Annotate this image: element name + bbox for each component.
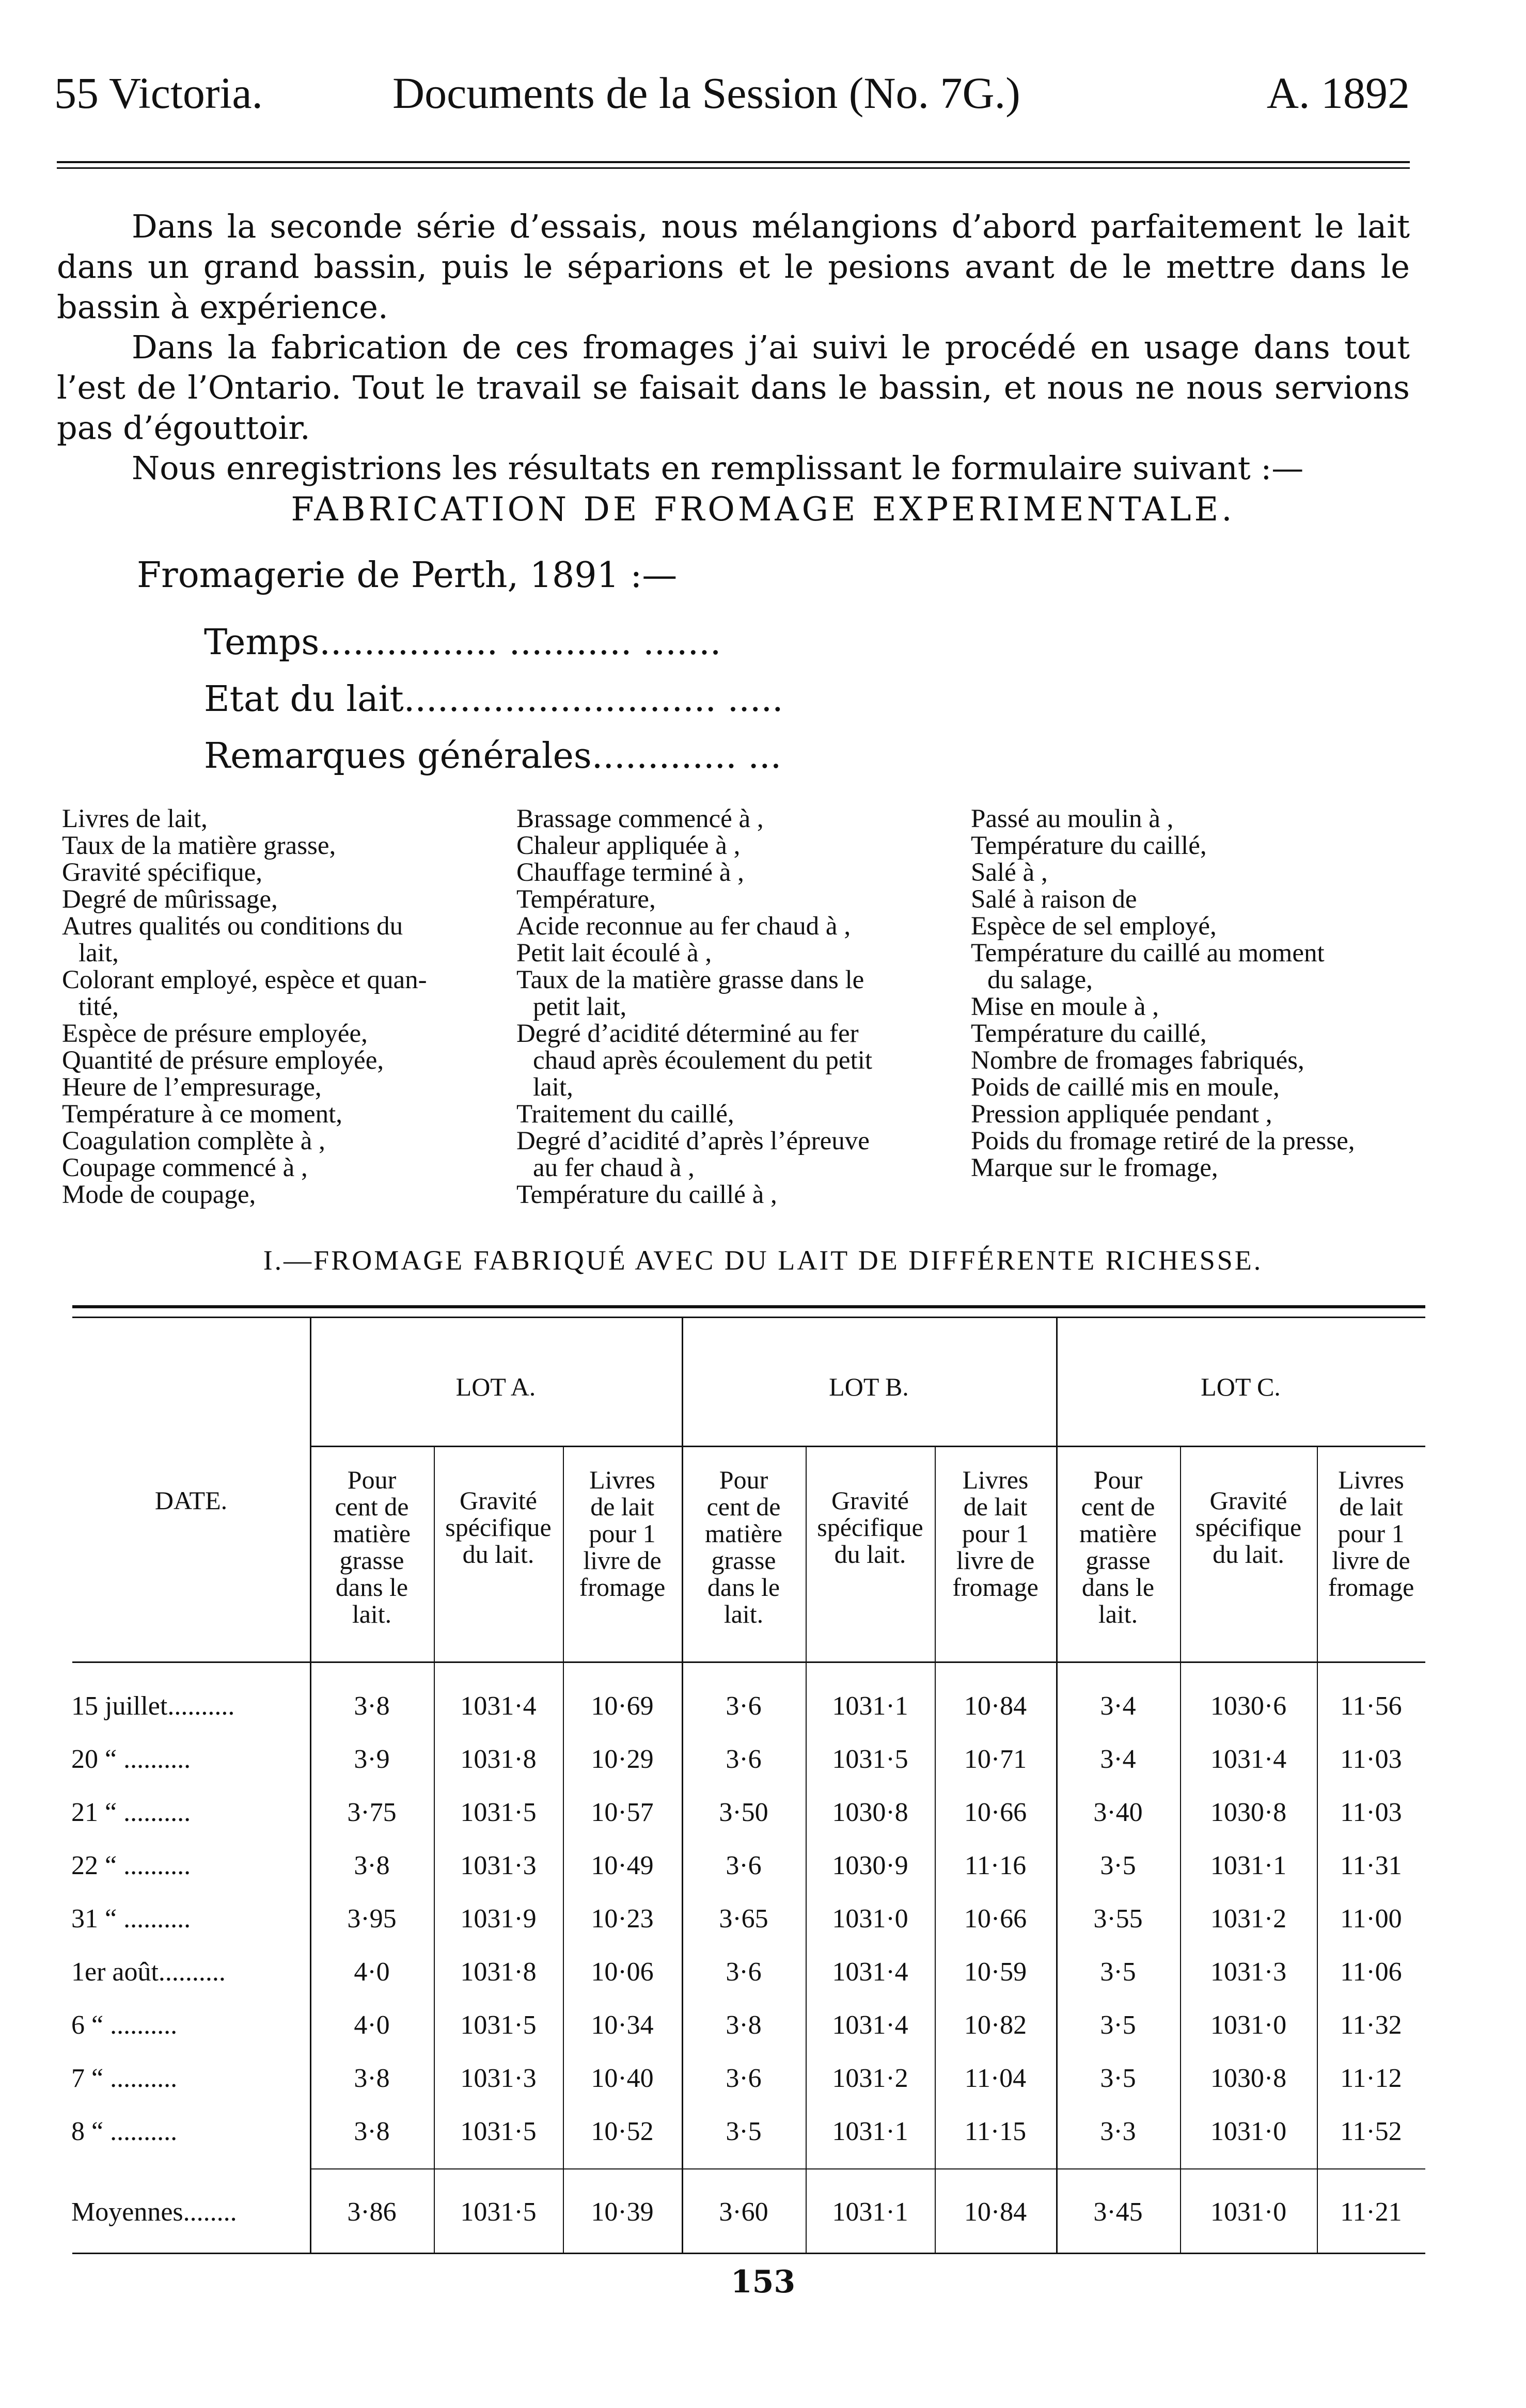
average-row-cell: 1031·5 <box>460 2197 537 2227</box>
average-row-cell: 10·84 <box>964 2197 1027 2227</box>
table-rule-top-thick <box>72 1305 1425 1308</box>
field-item: Poids du fromage retiré de la presse, <box>971 1127 1355 1155</box>
field-item: Colorant employé, espèce et quan- <box>62 965 427 994</box>
average-row-cell: 10·39 <box>591 2197 654 2227</box>
field-item: du salage, <box>987 965 1093 994</box>
table-row-cell: 3·6 <box>726 1957 762 1987</box>
column-header: Pour cent de matière grasse dans le lait. <box>705 1465 782 1628</box>
form-remarques: Remarques générales............. ... <box>204 736 782 777</box>
table-row-cell: 1030·8 <box>1210 1798 1287 1827</box>
table-row-cell: 10·57 <box>591 1798 654 1827</box>
table-row-cell: 10·84 <box>964 1691 1027 1721</box>
table-row-cell: 1031·0 <box>832 1904 908 1934</box>
field-item: Mode de coupage, <box>62 1180 256 1209</box>
table-row-cell: 10·69 <box>591 1691 654 1721</box>
table-row-cell: 1031·2 <box>1210 1904 1287 1934</box>
table-row-cell: 1031·8 <box>460 1745 537 1774</box>
table-row-cell: 3·5 <box>1100 1851 1136 1880</box>
table-rule-sum <box>310 2168 1425 2169</box>
table-row-cell: 10·49 <box>591 1851 654 1880</box>
table-row-cell: 3·6 <box>726 1851 762 1880</box>
table-row-cell: 1031·3 <box>460 2064 537 2093</box>
table-row-cell: 11·56 <box>1340 1691 1402 1721</box>
field-item: Marque sur le fromage, <box>971 1153 1218 1182</box>
table-row-cell: 10·82 <box>964 2010 1027 2040</box>
table-row-cell: 1031·4 <box>832 1957 908 1987</box>
table-row-cell: 3·4 <box>1100 1691 1136 1721</box>
field-item: Passé au moulin à , <box>971 804 1174 833</box>
form-place: Fromagerie de Perth, 1891 :— <box>137 555 678 596</box>
fields-column-2 <box>516 805 971 1208</box>
table-row-cell: 4·0 <box>354 1957 390 1987</box>
table-row-cell: 11·00 <box>1340 1904 1402 1934</box>
page-number: 153 <box>730 2264 796 2300</box>
field-item: Température du caillé au moment <box>971 939 1325 968</box>
field-item: Degré d’acidité d’après l’épreuve <box>516 1127 870 1155</box>
column-header: Gravité spécifique du lait. <box>817 1486 923 1569</box>
table-row-cell: 3·8 <box>354 1691 390 1721</box>
field-item: Livres de lait, <box>62 804 208 833</box>
table-row-cell: 3·8 <box>354 2064 390 2093</box>
table-row-cell: 1030·8 <box>1210 2064 1287 2093</box>
field-item: lait, <box>78 939 119 968</box>
table-vrule <box>1056 1318 1058 2253</box>
header-rule-bottom <box>57 167 1410 169</box>
field-item: Autres qualités ou conditions du <box>62 912 403 941</box>
table-row-date: 1er août.......... <box>71 1957 226 1987</box>
table-row-cell: 11·12 <box>1340 2064 1402 2093</box>
table-row-cell: 4·0 <box>354 2010 390 2040</box>
table-row-cell: 10·29 <box>591 1745 654 1774</box>
average-row-cell: 1031·1 <box>832 2197 908 2227</box>
table-row-cell: 1031·8 <box>460 1957 537 1987</box>
table-row-cell: 1031·5 <box>832 1745 908 1774</box>
field-item: chaud après écoulement du petit <box>533 1046 873 1075</box>
table-row-cell: 10·66 <box>964 1904 1027 1934</box>
table-row-cell: 1031·5 <box>460 1798 537 1827</box>
table-row-cell: 1030·9 <box>832 1851 908 1880</box>
header-volume: 55 Victoria. <box>54 68 263 118</box>
average-row-cell: 1031·0 <box>1210 2197 1287 2227</box>
table-row-date: 31 “ .......... <box>71 1904 191 1934</box>
table-row-date: 7 “ .......... <box>71 2064 178 2093</box>
table-row-cell: 3·5 <box>1100 1957 1136 1987</box>
table-vrule <box>682 1318 683 2253</box>
table-row-date: 6 “ .......... <box>71 2010 178 2040</box>
fields-column-3 <box>971 805 1425 1181</box>
field-item: Chaleur appliquée à , <box>516 831 741 860</box>
table-row-cell: 1031·0 <box>1210 2010 1287 2040</box>
field-item: Degré de mûrissage, <box>62 885 278 914</box>
field-item: Coagulation complète à , <box>62 1127 325 1155</box>
table-row-cell: 1031·4 <box>832 2010 908 2040</box>
table-row-cell: 10·06 <box>591 1957 654 1987</box>
column-header: Gravité spécifique du lait. <box>1195 1486 1302 1569</box>
field-item: Espèce de présure employée, <box>62 1019 368 1048</box>
lot-header: LOT C. <box>1201 1372 1281 1401</box>
table-row-cell: 11·06 <box>1340 1957 1402 1987</box>
header-rule-top <box>57 161 1410 163</box>
table-row-cell: 10·52 <box>591 2117 654 2146</box>
table-rule-header <box>72 1661 1425 1663</box>
table-row-cell: 1031·9 <box>460 1904 537 1934</box>
table-row-cell: 10·40 <box>591 2064 654 2093</box>
table-vrule <box>310 1318 311 2253</box>
table-row-cell: 3·6 <box>726 2064 762 2093</box>
table-rule-lot <box>310 1446 1425 1447</box>
field-item: Espèce de sel employé, <box>971 912 1217 941</box>
field-item: lait, <box>533 1073 573 1102</box>
table-row-cell: 11·15 <box>964 2117 1027 2146</box>
field-item: Mise en moule à , <box>971 992 1159 1021</box>
column-header: Livres de lait pour 1 livre de fromage <box>1328 1465 1414 1602</box>
table-row-cell: 11·31 <box>1340 1851 1402 1880</box>
table-row-cell: 3·5 <box>1100 2010 1136 2040</box>
table-row-cell: 1031·3 <box>1210 1957 1287 1987</box>
field-item: Traitement du caillé, <box>516 1100 734 1129</box>
column-header: Livres de lait pour 1 livre de fromage <box>952 1465 1039 1602</box>
table-row-cell: 3·4 <box>1100 1745 1136 1774</box>
table-row-date: 22 “ .......... <box>71 1851 191 1880</box>
table-row-cell: 3·3 <box>1100 2117 1136 2146</box>
field-item: Pression appliquée pendant , <box>971 1100 1272 1129</box>
average-row-cell: 3·86 <box>347 2197 397 2227</box>
field-item: Gravité spécifique, <box>62 858 263 887</box>
table-row-cell: 3·95 <box>347 1904 397 1934</box>
table-row-cell: 1031·1 <box>832 2117 908 2146</box>
field-item: Taux de la matière grasse, <box>62 831 336 860</box>
column-header: Gravité spécifique du lait. <box>445 1486 552 1569</box>
field-item: Température à ce moment, <box>62 1100 342 1129</box>
lot-header: LOT B. <box>829 1372 909 1401</box>
table-row-cell: 1031·2 <box>832 2064 908 2093</box>
form-title: FABRICATION DE FROMAGE EXPERIMENTALE. <box>291 490 1235 529</box>
table-row-cell: 1031·1 <box>832 1691 908 1721</box>
header-title: Documents de la Session (No. 7G.) <box>392 68 1020 118</box>
table-title: I.—FROMAGE FABRIQUÉ AVEC DU LAIT DE DIFFÉRENTE RICHESSE. <box>263 1245 1263 1276</box>
table-row-cell: 3·55 <box>1093 1904 1143 1934</box>
table-row-cell: 1031·1 <box>1210 1851 1287 1880</box>
table-row-cell: 1031·4 <box>1210 1745 1287 1774</box>
table-row-cell: 10·66 <box>964 1798 1027 1827</box>
field-item: Température, <box>516 885 656 914</box>
field-item: petit lait, <box>533 992 627 1021</box>
table-row-cell: 1031·4 <box>460 1691 537 1721</box>
form-temps: Temps................ ........... ....... <box>204 622 721 663</box>
field-item: Acide reconnue au fer chaud à , <box>516 912 851 941</box>
column-header: Livres de lait pour 1 livre de fromage <box>579 1465 666 1602</box>
table-row-cell: 11·16 <box>964 1851 1027 1880</box>
average-row-cell: 3·45 <box>1093 2197 1143 2227</box>
field-item: Brassage commencé à , <box>516 804 764 833</box>
paragraph: Nous enregistrions les résultats en remplissant le formulaire suivant :— <box>132 449 1304 487</box>
field-item: Température du caillé à , <box>516 1180 777 1209</box>
table-row-cell: 3·65 <box>719 1904 768 1934</box>
table-row-cell: 3·5 <box>726 2117 762 2146</box>
paragraph: Dans la fabrication de ces fromages j’ai suivi le procédé en usage dans tout l’est de l’Ontario. Tout le travail se faisait dans le bassin, et nous ne nous servions pas d’égouttoir. <box>57 328 1410 447</box>
header-year: A. 1892 <box>1266 68 1410 118</box>
table-row-date: 20 “ .......... <box>71 1745 191 1774</box>
field-item: Température du caillé, <box>971 1019 1207 1048</box>
form-etat: Etat du lait............................ ..... <box>204 679 783 720</box>
field-item: au fer chaud à , <box>533 1153 695 1182</box>
field-item: Température du caillé, <box>971 831 1207 860</box>
field-item: Taux de la matière grasse dans le <box>516 965 864 994</box>
table-row-cell: 10·59 <box>964 1957 1027 1987</box>
table-row-cell: 11·03 <box>1340 1798 1402 1827</box>
table-row-date: 15 juillet.......... <box>71 1691 235 1721</box>
field-item: Salé à , <box>971 858 1048 887</box>
field-item: Coupage commencé à , <box>62 1153 308 1182</box>
date-header: DATE. <box>154 1486 228 1515</box>
table-row-cell: 3·9 <box>354 1745 390 1774</box>
fields-column-1 <box>62 805 506 1208</box>
table-row-cell: 1031·0 <box>1210 2117 1287 2146</box>
average-row-cell: 3·60 <box>719 2197 768 2227</box>
table-rule-bottom <box>72 2253 1425 2254</box>
table-row-cell: 10·23 <box>591 1904 654 1934</box>
table-row-cell: 11·04 <box>964 2064 1027 2093</box>
table-row-cell: 3·6 <box>726 1745 762 1774</box>
field-item: Petit lait écoulé à , <box>516 939 712 968</box>
column-header: Pour cent de matière grasse dans le lait. <box>333 1465 411 1628</box>
table-row-cell: 1031·5 <box>460 2010 537 2040</box>
table-row-cell: 10·34 <box>591 2010 654 2040</box>
lot-header: LOT A. <box>455 1372 536 1401</box>
table-row-cell: 3·75 <box>347 1798 397 1827</box>
table-row-cell: 3·8 <box>354 1851 390 1880</box>
intro-text <box>57 207 1410 488</box>
table-row-date: 21 “ .......... <box>71 1798 191 1827</box>
table-row-cell: 11·32 <box>1340 2010 1402 2040</box>
table-row-cell: 3·8 <box>726 2010 762 2040</box>
field-item: Chauffage terminé à , <box>516 858 744 887</box>
paragraph: Dans la seconde série d’essais, nous mélangions d’abord parfaitement le lait dans un grand bassin, puis le séparions et le pesions avant de le mettre dans le bassin à expérience. <box>57 208 1410 326</box>
table-row-cell: 10·71 <box>964 1745 1027 1774</box>
column-header: Pour cent de matière grasse dans le lait. <box>1079 1465 1157 1628</box>
table-row-cell: 11·52 <box>1340 2117 1402 2146</box>
table-row-cell: 1031·5 <box>460 2117 537 2146</box>
table-row-date: 8 “ .......... <box>71 2117 178 2146</box>
running-header <box>54 67 1410 134</box>
table-row-cell: 3·50 <box>719 1798 768 1827</box>
field-item: tité, <box>78 992 119 1021</box>
table-row-cell: 3·8 <box>354 2117 390 2146</box>
table-row-cell: 1031·3 <box>460 1851 537 1880</box>
field-item: Quantité de présure employée, <box>62 1046 384 1075</box>
table-rule-top <box>72 1317 1425 1318</box>
table-row-cell: 3·6 <box>726 1691 762 1721</box>
field-item: Salé à raison de <box>971 885 1137 914</box>
table-row-cell: 11·03 <box>1340 1745 1402 1774</box>
average-row-cell: 11·21 <box>1340 2197 1402 2227</box>
field-item: Nombre de fromages fabriqués, <box>971 1046 1304 1075</box>
table-row-cell: 3·5 <box>1100 2064 1136 2093</box>
field-item: Degré d’acidité déterminé au fer <box>516 1019 859 1048</box>
average-row-date: Moyennes........ <box>71 2197 237 2227</box>
table-row-cell: 1030·8 <box>832 1798 908 1827</box>
table-row-cell: 1030·6 <box>1210 1691 1287 1721</box>
table-row-cell: 3·40 <box>1093 1798 1143 1827</box>
field-item: Heure de l’empresurage, <box>62 1073 322 1102</box>
field-item: Poids de caillé mis en moule, <box>971 1073 1280 1102</box>
